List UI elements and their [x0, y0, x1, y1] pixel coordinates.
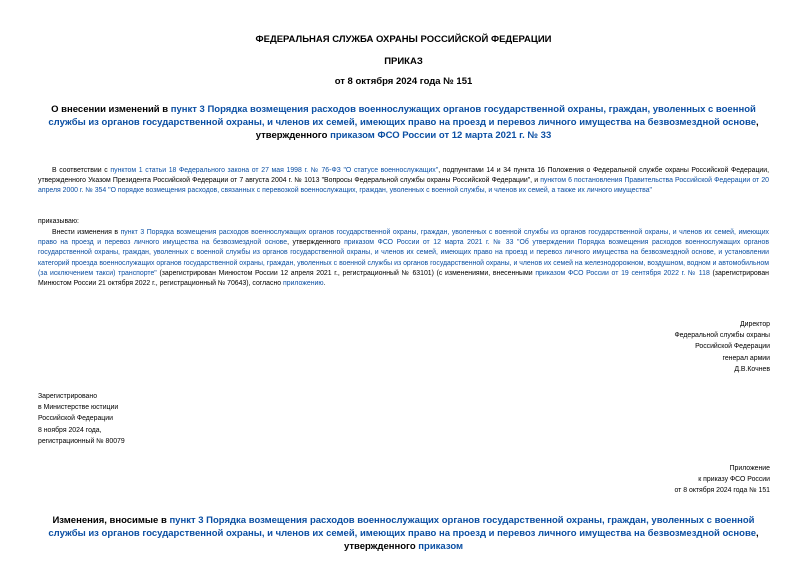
- appendix-line: к приказу ФСО России: [698, 476, 770, 484]
- title-text: , утвержденного: [255, 117, 759, 141]
- amend-text: , утвержденного: [287, 239, 345, 247]
- amend-link-order-33[interactable]: приказом ФСО России от 12 марта 2021 г. № 33 "Об утверждении Порядка возмещения расходов военнослужащих органов государственной охраны, граждан, уволенных с военной службы из органов государственной охраны, и членов их семей, имеющих право на проезд и перевоз личного имущества на безвозмездной основе, и установлении категорий проезда военнослужащих органов государственной охраны, граждан, уволенных с военной службы из органов государственной охраны, и членов их семей на железнодорожном, воздушном, водном и автомобильном (за исключением такси) транспорте": [38, 239, 769, 277]
- appendix-line: Приложение: [729, 465, 770, 472]
- order-date-number: от 8 октября 2024 года № 151: [334, 76, 473, 87]
- order-title: [36, 103, 771, 142]
- appendix-title-text: , утвержденного: [343, 528, 759, 552]
- amendment-paragraph: [38, 228, 769, 289]
- appendix-title: [36, 514, 771, 553]
- amend-text: .: [323, 280, 326, 288]
- basis-link-government-decree[interactable]: пунктом 6 постановления Правительства Российской Федерации от 20 апреля 2000 г. № 354 "О порядке возмещения расходов, связанных с перевозкой военнослужащих, граждан, уволенных с военной службы, и членов их семей, а также их личного имущества": [38, 177, 769, 195]
- agency-heading: ФЕДЕРАЛЬНАЯ СЛУЖБА ОХРАНЫ РОССИЙСКОЙ ФЕДЕРАЦИИ: [255, 34, 552, 45]
- registration-line: в Министерстве юстиции: [38, 404, 119, 412]
- amend-text: (зарегистрирован Минюстом России 12 апреля 2021 г., регистрационный № 63101) (с изменениями, внесенными: [156, 269, 536, 277]
- appendix-title-link-procedure[interactable]: пункт 3 Порядка возмещения расходов военнослужащих органов государственной охраны, граждан, уволенных с военной службы из органов государственной охраны, и членов их семей, имеющих право на проезд и перевоз личного имущества на безвозмездной основе: [48, 515, 756, 539]
- registration-block: [38, 391, 298, 447]
- basis-text: , подпунктами 14 и 34 пункта 16 Положения о Федеральной службе охраны Российской Федерации, утвержденного Указом Президента Российской Федерации от 7 августа 2004 г. № 1013 "Вопросы Федеральной службы охраны Российской Федерации", и: [38, 167, 770, 185]
- signature-line: генерал армии: [722, 354, 770, 362]
- amend-text: Внести изменения в: [52, 229, 121, 236]
- signature-line: Российской Федерации: [695, 343, 770, 351]
- signature-name: Д.В.Кочнев: [734, 365, 770, 373]
- registration-line: 8 ноября 2024 года,: [38, 426, 102, 434]
- order-word: приказываю:: [38, 218, 79, 225]
- basis-link-federal-law[interactable]: пунктом 1 статьи 18 Федерального закона от 27 мая 1998 г. № 76-ФЗ "О статусе военнослужащих": [110, 167, 439, 174]
- amend-link-procedure[interactable]: пункт 3 Порядка возмещения расходов военнослужащих органов государственной охраны, граждан, уволенных с военной службы из органов государственной охраны, и членов их семей, имеющих право на проезд и перевоз личного имущества на безвозмездной основе: [38, 229, 769, 247]
- appendix-title-link-order[interactable]: приказом: [418, 541, 464, 552]
- registration-line: Российской Федерации: [38, 415, 113, 423]
- signature-line: Федеральной службы охраны: [674, 332, 770, 340]
- basis-text: В соответствии с: [52, 167, 111, 174]
- registration-line: регистрационный № 80079: [38, 437, 125, 445]
- appendix-line: от 8 октября 2024 года № 151: [674, 487, 770, 495]
- amend-link-order-118[interactable]: приказом ФСО России от 19 сентября 2022 г. № 118: [535, 269, 710, 277]
- title-link-procedure[interactable]: пункт 3 Порядка возмещения расходов военнослужащих органов государственной охраны, граждан, уволенных с военной службы из органов государственной охраны, и членов их семей, имеющих право на проезд и перевоз личного имущества на безвозмездной основе: [48, 104, 756, 128]
- amend-text: (зарегистрирован Минюстом России 21 октября 2022 г., регистрационный № 70643), согласно: [38, 269, 769, 288]
- signature-line: Директор: [739, 321, 770, 328]
- appendix-title-text: Изменения, вносимые в: [52, 515, 170, 526]
- title-link-order[interactable]: приказом ФСО России от 12 марта 2021 г. № 33: [330, 130, 552, 141]
- order-heading: ПРИКАЗ: [384, 56, 423, 67]
- signature-block: [550, 319, 770, 375]
- title-text: О внесении изменений в: [51, 104, 171, 115]
- amend-link-appendix[interactable]: приложению: [283, 280, 324, 288]
- registration-line: Зарегистрировано: [38, 393, 98, 400]
- appendix-header: [550, 463, 770, 497]
- basis-paragraph: [38, 166, 769, 197]
